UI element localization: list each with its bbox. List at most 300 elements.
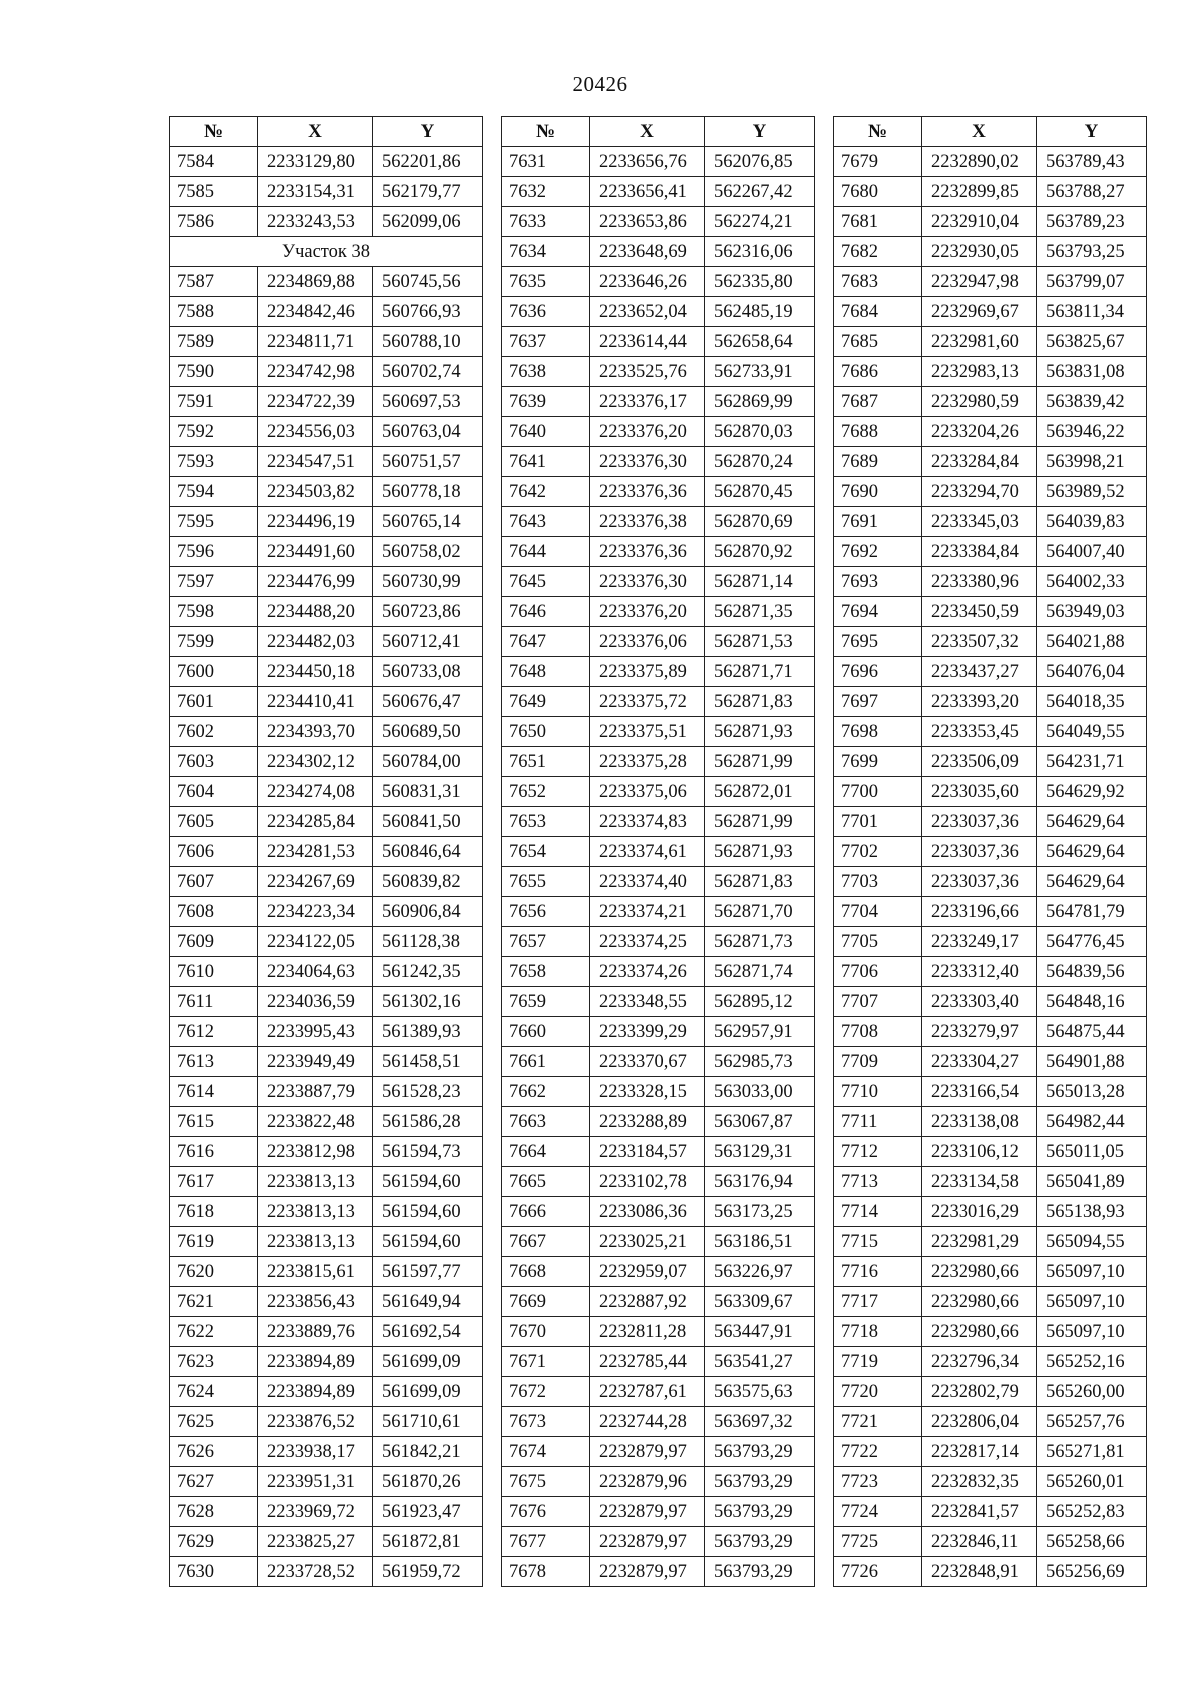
table-row [502, 1017, 815, 1047]
y-coordinate-cell: 563788,27 [1037, 177, 1147, 207]
y-coordinate-cell: 562733,91 [705, 357, 815, 387]
x-coordinate-cell: 2233134,58 [922, 1167, 1037, 1197]
table-row [834, 1287, 1147, 1317]
y-coordinate-cell: 562871,53 [705, 627, 815, 657]
table-row [170, 1377, 483, 1407]
point-number-cell: 7636 [502, 297, 590, 327]
column-header-y: Y [373, 117, 483, 147]
table-row [170, 987, 483, 1017]
y-coordinate-cell: 565013,28 [1037, 1077, 1147, 1107]
x-coordinate-cell: 2233399,29 [590, 1017, 705, 1047]
x-coordinate-cell: 2233450,59 [922, 597, 1037, 627]
y-coordinate-cell: 562485,19 [705, 297, 815, 327]
table-row [834, 537, 1147, 567]
y-coordinate-cell: 560784,00 [373, 747, 483, 777]
x-coordinate-cell: 2233374,26 [590, 957, 705, 987]
table-row [170, 627, 483, 657]
x-coordinate-cell: 2234742,98 [258, 357, 373, 387]
table-row [170, 387, 483, 417]
point-number-cell: 7607 [170, 867, 258, 897]
x-coordinate-cell: 2233506,09 [922, 747, 1037, 777]
point-number-cell: 7590 [170, 357, 258, 387]
table-row [834, 807, 1147, 837]
point-number-cell: 7656 [502, 897, 590, 927]
point-number-cell: 7659 [502, 987, 590, 1017]
y-coordinate-cell: 564076,04 [1037, 657, 1147, 687]
y-coordinate-cell: 562658,64 [705, 327, 815, 357]
x-coordinate-cell: 2233375,06 [590, 777, 705, 807]
point-number-cell: 7603 [170, 747, 258, 777]
x-coordinate-cell: 2233507,32 [922, 627, 1037, 657]
x-coordinate-cell: 2233380,96 [922, 567, 1037, 597]
table-row [170, 477, 483, 507]
y-coordinate-cell: 560676,47 [373, 687, 483, 717]
y-coordinate-cell: 564629,64 [1037, 807, 1147, 837]
point-number-cell: 7709 [834, 1047, 922, 1077]
y-coordinate-cell: 560712,41 [373, 627, 483, 657]
x-coordinate-cell: 2232930,05 [922, 237, 1037, 267]
point-number-cell: 7595 [170, 507, 258, 537]
point-number-cell: 7693 [834, 567, 922, 597]
point-number-cell: 7630 [170, 1557, 258, 1587]
x-coordinate-cell: 2233376,30 [590, 447, 705, 477]
point-number-cell: 7720 [834, 1377, 922, 1407]
y-coordinate-cell: 563129,31 [705, 1137, 815, 1167]
y-coordinate-cell: 562267,42 [705, 177, 815, 207]
x-coordinate-cell: 2233375,72 [590, 687, 705, 717]
x-coordinate-cell: 2233376,20 [590, 597, 705, 627]
point-number-cell: 7602 [170, 717, 258, 747]
y-coordinate-cell: 563825,67 [1037, 327, 1147, 357]
coordinate-table-2 [501, 116, 815, 1587]
y-coordinate-cell: 561842,21 [373, 1437, 483, 1467]
table-row [502, 567, 815, 597]
x-coordinate-cell: 2233951,31 [258, 1467, 373, 1497]
table-row [502, 1197, 815, 1227]
point-number-cell: 7671 [502, 1347, 590, 1377]
point-number-cell: 7611 [170, 987, 258, 1017]
point-number-cell: 7640 [502, 417, 590, 447]
table-row [170, 147, 483, 177]
x-coordinate-cell: 2233813,13 [258, 1227, 373, 1257]
x-coordinate-cell: 2233106,12 [922, 1137, 1037, 1167]
point-number-cell: 7658 [502, 957, 590, 987]
y-coordinate-cell: 562179,77 [373, 177, 483, 207]
x-coordinate-cell: 2234302,12 [258, 747, 373, 777]
y-coordinate-cell: 563226,97 [705, 1257, 815, 1287]
x-coordinate-cell: 2233374,21 [590, 897, 705, 927]
x-coordinate-cell: 2233138,08 [922, 1107, 1037, 1137]
x-coordinate-cell: 2232890,02 [922, 147, 1037, 177]
table-row [502, 987, 815, 1017]
table-row [834, 297, 1147, 327]
table-row [170, 1557, 483, 1587]
coordinate-table-1 [169, 116, 483, 1587]
y-coordinate-cell: 563173,25 [705, 1197, 815, 1227]
point-number-cell: 7638 [502, 357, 590, 387]
point-number-cell: 7695 [834, 627, 922, 657]
table-row [502, 267, 815, 297]
x-coordinate-cell: 2233876,52 [258, 1407, 373, 1437]
column-header-x: X [922, 117, 1037, 147]
y-coordinate-cell: 560765,14 [373, 507, 483, 537]
table-row [834, 987, 1147, 1017]
x-coordinate-cell: 2234274,08 [258, 777, 373, 807]
point-number-cell: 7652 [502, 777, 590, 807]
y-coordinate-cell: 563697,32 [705, 1407, 815, 1437]
table-row [170, 1167, 483, 1197]
x-coordinate-cell: 2234547,51 [258, 447, 373, 477]
y-coordinate-cell: 563839,42 [1037, 387, 1147, 417]
point-number-cell: 7679 [834, 147, 922, 177]
table-row [502, 417, 815, 447]
x-coordinate-cell: 2234393,70 [258, 717, 373, 747]
table-row [170, 1497, 483, 1527]
table-row [502, 537, 815, 567]
y-coordinate-cell: 565011,05 [1037, 1137, 1147, 1167]
point-number-cell: 7589 [170, 327, 258, 357]
point-number-cell: 7650 [502, 717, 590, 747]
table-row [834, 1227, 1147, 1257]
table-row [502, 897, 815, 927]
x-coordinate-cell: 2234491,60 [258, 537, 373, 567]
x-coordinate-cell: 2234281,53 [258, 837, 373, 867]
y-coordinate-cell: 563541,27 [705, 1347, 815, 1377]
point-number-cell: 7660 [502, 1017, 590, 1047]
y-coordinate-cell: 562871,71 [705, 657, 815, 687]
table-row [834, 1077, 1147, 1107]
point-number-cell: 7613 [170, 1047, 258, 1077]
y-coordinate-cell: 562316,06 [705, 237, 815, 267]
y-coordinate-cell: 564231,71 [1037, 747, 1147, 777]
y-coordinate-cell: 560723,86 [373, 597, 483, 627]
point-number-cell: 7721 [834, 1407, 922, 1437]
point-number-cell: 7594 [170, 477, 258, 507]
table-row [502, 837, 815, 867]
x-coordinate-cell: 2232910,04 [922, 207, 1037, 237]
point-number-cell: 7673 [502, 1407, 590, 1437]
y-coordinate-cell: 564049,55 [1037, 717, 1147, 747]
table-row [502, 1077, 815, 1107]
x-coordinate-cell: 2234036,59 [258, 987, 373, 1017]
x-coordinate-cell: 2234488,20 [258, 597, 373, 627]
point-number-cell: 7618 [170, 1197, 258, 1227]
table-row [834, 657, 1147, 687]
y-coordinate-cell: 563998,21 [1037, 447, 1147, 477]
y-coordinate-cell: 562871,73 [705, 927, 815, 957]
table-row [502, 1437, 815, 1467]
point-number-cell: 7645 [502, 567, 590, 597]
x-coordinate-cell: 2233037,36 [922, 867, 1037, 897]
y-coordinate-cell: 560758,02 [373, 537, 483, 567]
point-number-cell: 7675 [502, 1467, 590, 1497]
table-row [834, 1557, 1147, 1587]
point-number-cell: 7653 [502, 807, 590, 837]
y-coordinate-cell: 562871,99 [705, 747, 815, 777]
table-row [834, 1137, 1147, 1167]
table-row [502, 1227, 815, 1257]
x-coordinate-cell: 2233656,41 [590, 177, 705, 207]
point-number-cell: 7701 [834, 807, 922, 837]
point-number-cell: 7670 [502, 1317, 590, 1347]
point-number-cell: 7694 [834, 597, 922, 627]
y-coordinate-cell: 561597,77 [373, 1257, 483, 1287]
point-number-cell: 7625 [170, 1407, 258, 1437]
point-number-cell: 7651 [502, 747, 590, 777]
x-coordinate-cell: 2234285,84 [258, 807, 373, 837]
table-row [834, 267, 1147, 297]
x-coordinate-cell: 2233376,38 [590, 507, 705, 537]
x-coordinate-cell: 2233374,25 [590, 927, 705, 957]
x-coordinate-cell: 2233353,45 [922, 717, 1037, 747]
point-number-cell: 7678 [502, 1557, 590, 1587]
table-row [834, 777, 1147, 807]
point-number-cell: 7718 [834, 1317, 922, 1347]
point-number-cell: 7637 [502, 327, 590, 357]
x-coordinate-cell: 2233648,69 [590, 237, 705, 267]
table-row [834, 747, 1147, 777]
y-coordinate-cell: 565271,81 [1037, 1437, 1147, 1467]
point-number-cell: 7612 [170, 1017, 258, 1047]
y-coordinate-cell: 563811,34 [1037, 297, 1147, 327]
y-coordinate-cell: 563793,29 [705, 1497, 815, 1527]
point-number-cell: 7700 [834, 777, 922, 807]
y-coordinate-cell: 562871,99 [705, 807, 815, 837]
table-row [170, 957, 483, 987]
table-row [170, 567, 483, 597]
table-row [170, 1227, 483, 1257]
column-header-number: № [834, 117, 922, 147]
x-coordinate-cell: 2233129,80 [258, 147, 373, 177]
x-coordinate-cell: 2232879,97 [590, 1557, 705, 1587]
y-coordinate-cell: 565256,69 [1037, 1557, 1147, 1587]
point-number-cell: 7698 [834, 717, 922, 747]
column-header-x: X [590, 117, 705, 147]
x-coordinate-cell: 2234482,03 [258, 627, 373, 657]
table-row [502, 327, 815, 357]
x-coordinate-cell: 2233037,36 [922, 807, 1037, 837]
point-number-cell: 7588 [170, 297, 258, 327]
x-coordinate-cell: 2232981,60 [922, 327, 1037, 357]
point-number-cell: 7606 [170, 837, 258, 867]
y-coordinate-cell: 563033,00 [705, 1077, 815, 1107]
point-number-cell: 7722 [834, 1437, 922, 1467]
y-coordinate-cell: 561872,81 [373, 1527, 483, 1557]
x-coordinate-cell: 2233969,72 [258, 1497, 373, 1527]
x-coordinate-cell: 2233653,86 [590, 207, 705, 237]
point-number-cell: 7657 [502, 927, 590, 957]
x-coordinate-cell: 2233345,03 [922, 507, 1037, 537]
x-coordinate-cell: 2233525,76 [590, 357, 705, 387]
x-coordinate-cell: 2234496,19 [258, 507, 373, 537]
table-row [834, 1497, 1147, 1527]
x-coordinate-cell: 2232959,07 [590, 1257, 705, 1287]
point-number-cell: 7600 [170, 657, 258, 687]
table-row [834, 627, 1147, 657]
table-row [834, 177, 1147, 207]
y-coordinate-cell: 563989,52 [1037, 477, 1147, 507]
point-number-cell: 7665 [502, 1167, 590, 1197]
table-row [170, 207, 483, 237]
y-coordinate-cell: 561692,54 [373, 1317, 483, 1347]
y-coordinate-cell: 561594,73 [373, 1137, 483, 1167]
y-coordinate-cell: 560906,84 [373, 897, 483, 927]
table-row [502, 657, 815, 687]
table-row [502, 867, 815, 897]
y-coordinate-cell: 564018,35 [1037, 687, 1147, 717]
table-row [170, 1347, 483, 1377]
point-number-cell: 7711 [834, 1107, 922, 1137]
x-coordinate-cell: 2233813,13 [258, 1197, 373, 1227]
x-coordinate-cell: 2232899,85 [922, 177, 1037, 207]
x-coordinate-cell: 2232980,66 [922, 1287, 1037, 1317]
point-number-cell: 7601 [170, 687, 258, 717]
table-row [170, 507, 483, 537]
point-number-cell: 7710 [834, 1077, 922, 1107]
y-coordinate-cell: 560763,04 [373, 417, 483, 447]
x-coordinate-cell: 2233375,28 [590, 747, 705, 777]
x-coordinate-cell: 2233025,21 [590, 1227, 705, 1257]
table-row [834, 1407, 1147, 1437]
table-row [834, 927, 1147, 957]
point-number-cell: 7646 [502, 597, 590, 627]
x-coordinate-cell: 2233086,36 [590, 1197, 705, 1227]
x-coordinate-cell: 2234503,82 [258, 477, 373, 507]
table-row [502, 1557, 815, 1587]
table-row [834, 1017, 1147, 1047]
table-row [834, 1377, 1147, 1407]
y-coordinate-cell: 561528,23 [373, 1077, 483, 1107]
point-number-cell: 7681 [834, 207, 922, 237]
y-coordinate-cell: 562274,21 [705, 207, 815, 237]
y-coordinate-cell: 563309,67 [705, 1287, 815, 1317]
x-coordinate-cell: 2233304,27 [922, 1047, 1037, 1077]
coordinate-table-3 [833, 116, 1147, 1587]
point-number-cell: 7648 [502, 657, 590, 687]
point-number-cell: 7628 [170, 1497, 258, 1527]
table-row [170, 267, 483, 297]
point-number-cell: 7684 [834, 297, 922, 327]
table-row [170, 1107, 483, 1137]
y-coordinate-cell: 565260,00 [1037, 1377, 1147, 1407]
x-coordinate-cell: 2233894,89 [258, 1347, 373, 1377]
table-row [502, 1497, 815, 1527]
y-coordinate-cell: 565097,10 [1037, 1287, 1147, 1317]
table-row [170, 297, 483, 327]
y-coordinate-cell: 561649,94 [373, 1287, 483, 1317]
point-number-cell: 7617 [170, 1167, 258, 1197]
table-row [502, 477, 815, 507]
point-number-cell: 7692 [834, 537, 922, 567]
point-number-cell: 7725 [834, 1527, 922, 1557]
table-row [170, 537, 483, 567]
x-coordinate-cell: 2232887,92 [590, 1287, 705, 1317]
y-coordinate-cell: 563789,43 [1037, 147, 1147, 177]
x-coordinate-cell: 2233375,89 [590, 657, 705, 687]
table-row [502, 1107, 815, 1137]
point-number-cell: 7587 [170, 267, 258, 297]
x-coordinate-cell: 2234122,05 [258, 927, 373, 957]
x-coordinate-cell: 2233376,36 [590, 477, 705, 507]
x-coordinate-cell: 2233376,17 [590, 387, 705, 417]
y-coordinate-cell: 560766,93 [373, 297, 483, 327]
y-coordinate-cell: 565260,01 [1037, 1467, 1147, 1497]
x-coordinate-cell: 2232846,11 [922, 1527, 1037, 1557]
x-coordinate-cell: 2232796,34 [922, 1347, 1037, 1377]
x-coordinate-cell: 2233614,44 [590, 327, 705, 357]
table-row [502, 1407, 815, 1437]
point-number-cell: 7677 [502, 1527, 590, 1557]
x-coordinate-cell: 2233249,17 [922, 927, 1037, 957]
table-row [170, 927, 483, 957]
y-coordinate-cell: 561594,60 [373, 1167, 483, 1197]
point-number-cell: 7719 [834, 1347, 922, 1377]
x-coordinate-cell: 2234223,34 [258, 897, 373, 927]
table-row [170, 1467, 483, 1497]
table-row [170, 597, 483, 627]
x-coordinate-cell: 2233822,48 [258, 1107, 373, 1137]
y-coordinate-cell: 562201,86 [373, 147, 483, 177]
point-number-cell: 7669 [502, 1287, 590, 1317]
x-coordinate-cell: 2233294,70 [922, 477, 1037, 507]
table-row [170, 357, 483, 387]
point-number-cell: 7631 [502, 147, 590, 177]
x-coordinate-cell: 2232879,97 [590, 1437, 705, 1467]
table-row [502, 507, 815, 537]
y-coordinate-cell: 560689,50 [373, 717, 483, 747]
x-coordinate-cell: 2234869,88 [258, 267, 373, 297]
point-number-cell: 7599 [170, 627, 258, 657]
point-number-cell: 7623 [170, 1347, 258, 1377]
table-row [502, 357, 815, 387]
table-row [502, 1287, 815, 1317]
y-coordinate-cell: 562870,24 [705, 447, 815, 477]
point-number-cell: 7685 [834, 327, 922, 357]
x-coordinate-cell: 2233035,60 [922, 777, 1037, 807]
y-coordinate-cell: 560778,18 [373, 477, 483, 507]
table-row [834, 447, 1147, 477]
x-coordinate-cell: 2234267,69 [258, 867, 373, 897]
point-number-cell: 7605 [170, 807, 258, 837]
point-number-cell: 7714 [834, 1197, 922, 1227]
point-number-cell: 7697 [834, 687, 922, 717]
y-coordinate-cell: 565252,16 [1037, 1347, 1147, 1377]
y-coordinate-cell: 562871,35 [705, 597, 815, 627]
point-number-cell: 7649 [502, 687, 590, 717]
y-coordinate-cell: 560733,08 [373, 657, 483, 687]
x-coordinate-cell: 2233374,83 [590, 807, 705, 837]
point-number-cell: 7616 [170, 1137, 258, 1167]
point-number-cell: 7609 [170, 927, 258, 957]
y-coordinate-cell: 561959,72 [373, 1557, 483, 1587]
table-row [170, 177, 483, 207]
column-header-number: № [502, 117, 590, 147]
y-coordinate-cell: 564039,83 [1037, 507, 1147, 537]
point-number-cell: 7682 [834, 237, 922, 267]
x-coordinate-cell: 2232848,91 [922, 1557, 1037, 1587]
x-coordinate-cell: 2233384,84 [922, 537, 1037, 567]
x-coordinate-cell: 2232983,13 [922, 357, 1037, 387]
table-row [502, 1527, 815, 1557]
x-coordinate-cell: 2233995,43 [258, 1017, 373, 1047]
point-number-cell: 7715 [834, 1227, 922, 1257]
page-number: 20426 [572, 72, 628, 96]
y-coordinate-cell: 565097,10 [1037, 1257, 1147, 1287]
x-coordinate-cell: 2233889,76 [258, 1317, 373, 1347]
point-number-cell: 7686 [834, 357, 922, 387]
table-row [502, 777, 815, 807]
y-coordinate-cell: 561458,51 [373, 1047, 483, 1077]
